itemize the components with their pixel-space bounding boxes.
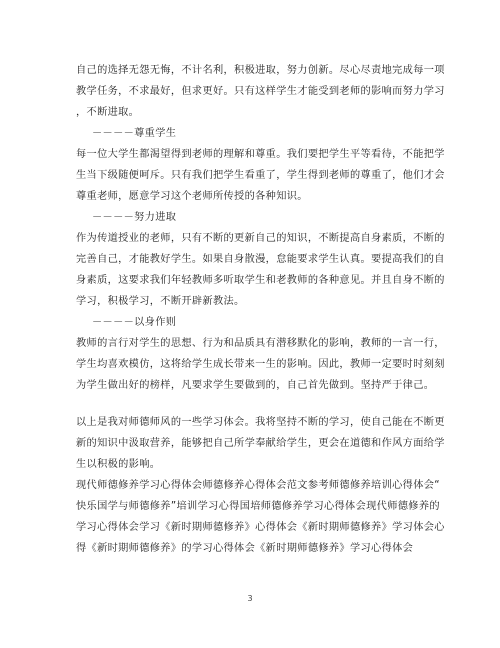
text-line: 学生均喜欢模仿，这将给学生成长带来一生的影响。因此，教师一定要时时刻刻: [76, 359, 445, 370]
text-line: 每一位大学生都渴望得到老师的理解和尊重。我们要把学生平等看待，不能把学: [76, 149, 445, 160]
paragraph-example: [76, 333, 445, 396]
text-line: 完善自己，才能教好学生。如果自身散漫，怠能要求学生认真。要提高我们的自: [76, 254, 445, 265]
section-heading-example: [76, 312, 426, 333]
text-line: 学习心得体会学习《新时期师德修养》心得体会《新时期师德修养》学习体会心: [76, 522, 445, 533]
page-number: 3: [247, 594, 253, 603]
section-heading: －－－－努力进取: [92, 212, 177, 223]
text-line: 生以积极的影响。: [76, 459, 161, 470]
text-line: ，不断进取。: [76, 107, 140, 118]
text-line: 学习，积极学习，不断开辟新教法。: [76, 296, 245, 307]
text-line: 自己的选择无怨无悔，不计名利，积极进取，努力创新。尽心尽责地完成每一项: [76, 65, 445, 76]
section-heading-progress: [76, 207, 426, 228]
text-line: 教师的言行对学生的思想、行为和品质具有潜移默化的影响，教师的一言一行，: [76, 338, 445, 349]
paragraph-respect: [76, 144, 445, 207]
text-line: 生当下级随便呵斥。只有我们把学生看重了，学生得到老师的尊重了，他们才会: [76, 170, 445, 181]
paragraph-related-titles: [76, 475, 445, 559]
text-line: 得《新时期师德修养》的学习心得体会《新时期师德修养》学习心得体会: [76, 543, 414, 554]
text-line: 作为传道授业的老师，只有不断的更新自己的知识，不断提高自身素质，不断的: [76, 233, 445, 244]
paragraph-intro: [76, 60, 445, 123]
text-line: 快乐国学与师德修养”培训学习心得国培师德修养学习心得体会现代师德修养的: [76, 501, 440, 512]
section-heading: －－－－尊重学生: [92, 128, 177, 139]
text-line: 现代师德修养学习心得体会师德修养心得体会范文参考师德修养培训心得体会“: [76, 480, 440, 491]
text-line: 教学任务，不求最好，但求更好。只有这样学生才能受到老师的影响而努力学习: [76, 86, 445, 97]
section-heading-respect: [76, 123, 426, 144]
paragraph-summary: [76, 412, 445, 475]
text-line: 尊重老师，愿意学习这个老师所传授的各种知识。: [76, 191, 308, 202]
paragraph-progress: [76, 228, 445, 312]
text-line: 新的知识中汲取营养，能够把自己所学奉献给学生，更会在道德和作风方面给学: [76, 438, 445, 449]
text-line: 为学生做出好的榜样，凡要求学生要做到的，自己首先做到。坚持严于律己。: [76, 380, 435, 391]
text-line: 以上是我对师德师风的一些学习体会。我将坚持不断的学习，使自己能在不断更: [76, 417, 445, 428]
text-line: 身素质，这要求我们年轻教师多听取学生和老教师的各种意见。并且自身不断的: [76, 275, 445, 286]
section-heading: －－－－以身作则: [92, 317, 177, 328]
